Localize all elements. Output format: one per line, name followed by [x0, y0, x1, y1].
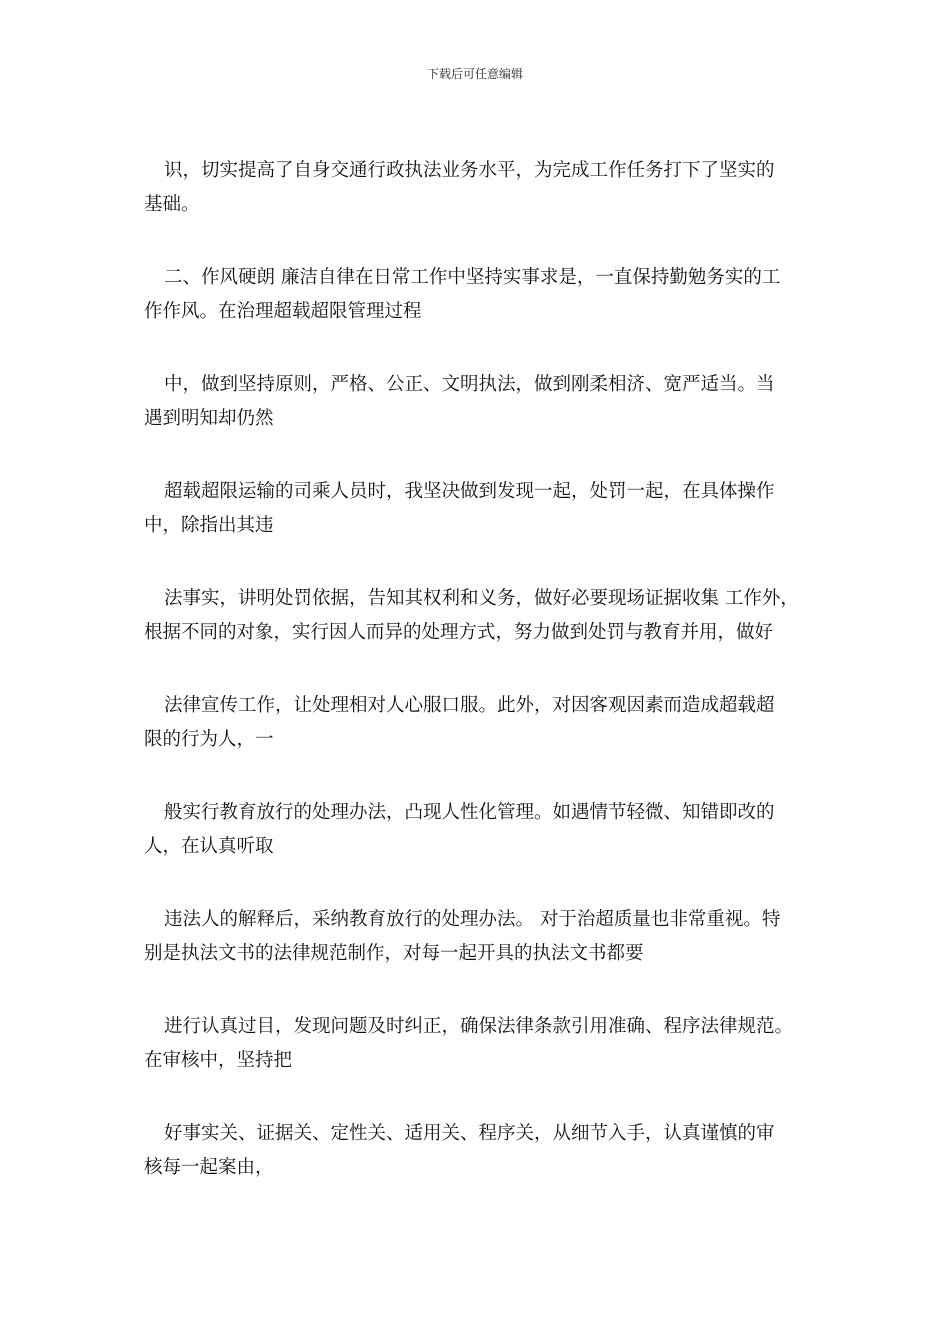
paragraph-line: 识，切实提高了自身交通行政执法业务水平，为完成工作任务打下了坚实的	[164, 160, 775, 181]
paragraph	[144, 1117, 814, 1185]
paragraph-line: 法事实，讲明处罚依据，告知其权利和义务，做好必要现场证据收集 工作外，	[164, 588, 799, 609]
page-header: 下载后可任意编辑	[426, 67, 523, 81]
paragraph-line: 进行认真过目，发现问题及时纠正，确保法律条款引用准确、程序法律规范。	[164, 1016, 794, 1037]
paragraph	[144, 475, 814, 543]
paragraph-line: 二、作风硬朗 廉洁自律在日常工作中坚持实事求是，一直保持勤勉务实的工	[164, 267, 781, 288]
paragraph-line: 法律宣传工作，让处理相对人心服口服。此外，对因客观因素而造成超载超	[164, 695, 775, 716]
paragraph	[144, 582, 814, 650]
paragraph-line: 般实行教育放行的处理办法，凸现人性化管理。如遇情节轻微、知错即改的	[164, 802, 775, 823]
paragraph	[144, 689, 814, 757]
paragraph	[144, 261, 814, 329]
paragraph	[144, 903, 814, 971]
paragraph-line: 根据不同的对象，实行因人而异的处理方式，努力做到处罚与教育并用，做好	[144, 622, 774, 643]
paragraph-line: 基础。	[144, 194, 200, 215]
paragraph-line: 中，除指出其违	[144, 515, 274, 536]
paragraph	[144, 796, 814, 864]
paragraph-line: 别是执法文书的法律规范制作，对每一起开具的执法文书都要	[144, 943, 644, 964]
paragraph-line: 超载超限运输的司乘人员时，我坚决做到发现一起，处罚一起，在具体操作	[164, 481, 775, 502]
document-body	[144, 154, 814, 1224]
paragraph-line: 限的行为人，一	[144, 729, 274, 750]
paragraph	[144, 154, 814, 222]
paragraph	[144, 1010, 814, 1078]
paragraph-line: 人，在认真听取	[144, 836, 274, 857]
paragraph-line: 核每一起案由，	[144, 1157, 274, 1178]
paragraph-line: 在审核中，坚持把	[144, 1050, 293, 1071]
paragraph	[144, 368, 814, 436]
paragraph-line: 好事实关、证据关、定性关、适用关、程序关，从细节入手，认真谨慎的审	[164, 1123, 775, 1144]
paragraph-line: 遇到明知却仍然	[144, 408, 274, 429]
paragraph-line: 违法人的解释后，采纳教育放行的处理办法。 对于治超质量也非常重视。特	[164, 909, 781, 930]
paragraph-line: 中，做到坚持原则，严格、公正、文明执法，做到刚柔相济、宽严适当。当	[164, 374, 775, 395]
paragraph-line: 作作风。在治理超载超限管理过程	[144, 301, 422, 322]
